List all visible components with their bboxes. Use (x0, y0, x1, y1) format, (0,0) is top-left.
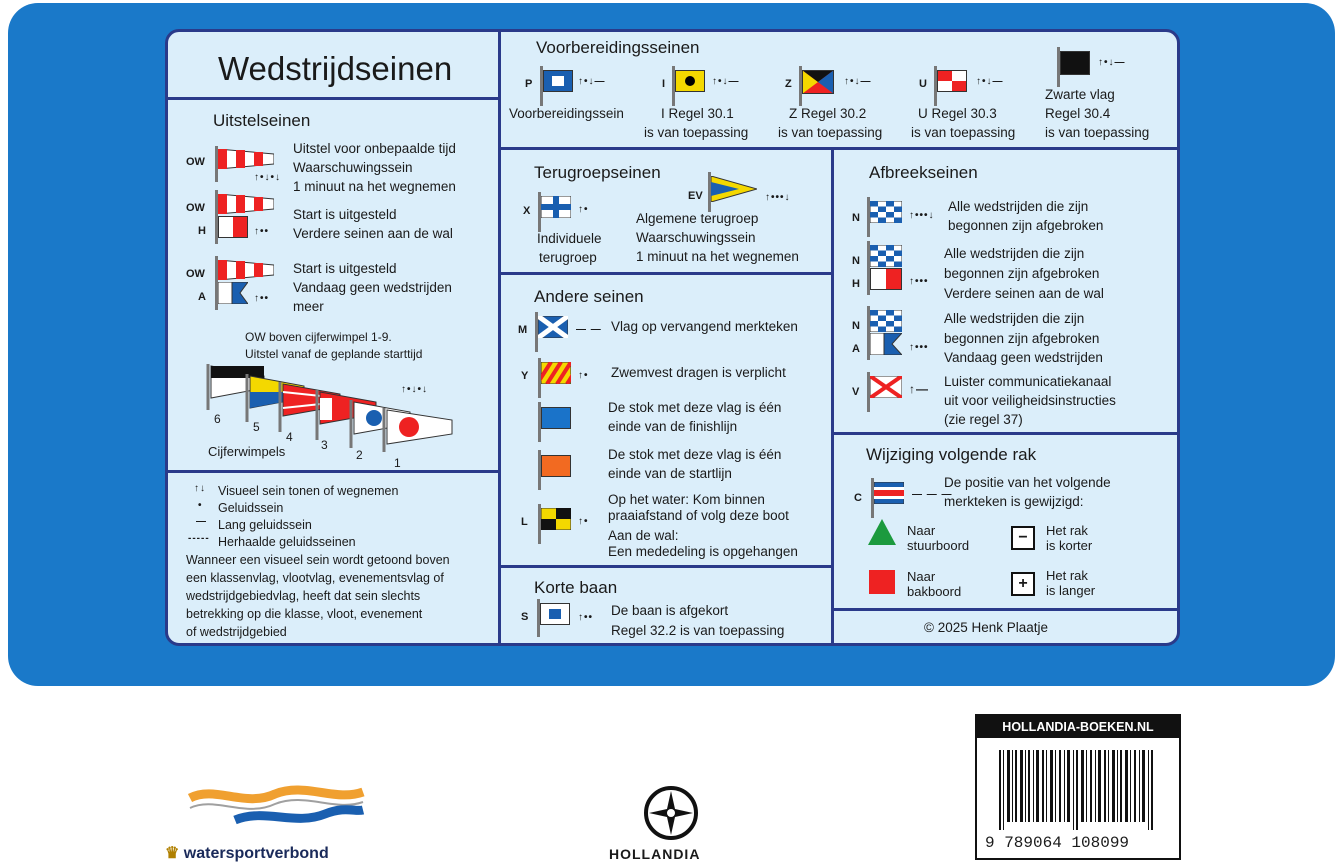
green-triangle-icon (868, 519, 896, 545)
copyright: © 2025 Henk Plaatje (924, 620, 1049, 635)
terugroep-title: Terugroepseinen (534, 163, 661, 182)
hollandia-logo: HOLLANDIA (609, 846, 701, 862)
watersportverbond-logo: ♛ watersportverbond (165, 845, 329, 862)
minus-icon: − (1011, 526, 1035, 550)
isbn-barcode: HOLLANDIA-BOEKEN.NL 9 789064 108099 (975, 714, 1181, 860)
numeral-pennants-icon (204, 362, 454, 452)
signal-card: Wedstrijdseinen Voorbereidingsseinen P ↑•↓— Voorbereidingssein I ↑•↓— I Regel 30.1 is van toepassing Z ↑•↓— Z Regel 30.2 is van toepassing U ↑•↓— U Regel 30.3 is van toepassing ↑•↓— Zwarte vlag Regel 30.4 is van toepassing Uitstelseinen OW ↑•↓•↓ Uitstel voor onbepaalde tijd Waarschuwingssein 1 minuut na het wegnemen OW H ↑•• Start is uitgesteld Verdere seinen aan de wal OW A ↑•• Start is uitgesteld Vandaag geen wedstrijden meer OW boven cijferwimpel 1-9. Uitstel vanaf de geplande starttijd ↑•↓•↓ 6 5 4 3 2 1 Cijferwimpels ↑↓ Visueel sein tonen of wegnemen • Geluidssein — Lang geluidssein ----- Herhaalde geluidsseinen Wanneer een visueel sein wordt getoond boven een klassenvlag, vlootvlag, evenementsvlag of wedstrijdgebiedvlag, heeft dat sein slechts betrekking op die klasse, vloot, evenement of wedstrijdgebied Terugroepseinen X ↑• Individuele terugroep EV ↑•••↓ Algemene terugroep Waarschuwingssein 1 minuut na het wegnemen Andere seinen M — — Vlag op vervangend merkteken Y ↑• Zwemvest dragen is verplicht De stok met deze vlag is één einde van de finishlijn De stok met deze vlag is één einde van de startlijn L ↑• Op het water: Kom binnen praaiafstand of volg deze boot Aan de wal: Een mededeling is opgehangen Korte baan S ↑•• De baan is afgekort Regel 32.2 is van toepassing Afbreekseinen N ↑•••↓ Alle wedstrijden die zijn begonnen zijn afgebroken N H ↑••• Alle wedstrijden die zijn begonnen zijn afgebroken Verdere seinen aan de wal N A ↑••• Alle wedstrijden die zijn begonnen zijn afgebroken Vandaag geen wedstrijden V ↑— Luister communicatiekanaal uit voor veiligheidsinstructies (zie regel 37) Wijziging volgende rak C — — — De positie van het volgende merkteken is gewijzigd: Naar stuurboord − Het rak is korter Naar bakboord + Het rak is langer © 2025 Henk Plaatje (165, 29, 1180, 646)
voorbereiding-title: Voorbereidingsseinen (536, 38, 700, 57)
uitstel-title: Uitstelseinen (213, 111, 311, 130)
korte-title: Korte baan (534, 578, 618, 597)
plus-icon: + (1011, 572, 1035, 596)
ow-pennant-icon (218, 149, 274, 169)
compass-rose-icon (643, 785, 699, 841)
afbreek-title: Afbreekseinen (869, 163, 978, 182)
barcode-bars (999, 750, 1159, 830)
andere-title: Andere seinen (534, 287, 644, 306)
watersportverbond-waves-icon (185, 780, 365, 830)
page-title: Wedstrijdseinen (218, 50, 453, 87)
red-square-icon (869, 570, 895, 594)
wijziging-title: Wijziging volgende rak (866, 445, 1037, 464)
